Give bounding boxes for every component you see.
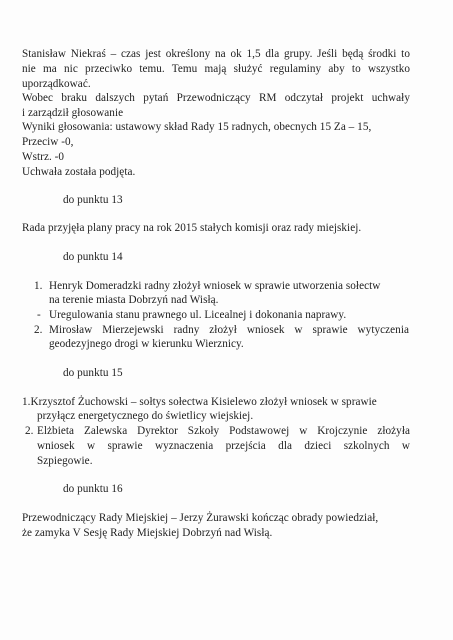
intro-line-2: nie ma nic przeciwko temu. Temu mają służyć regulaminy aby to wszystko [22, 63, 410, 75]
intro-line-6: Wyniki głosowania: ustawowy skład Rady 15 radnych, obecnych 15 Za – 15, [22, 121, 372, 133]
point15-item2-line1: Elżbieta Zalewska Dyrektor Szkoły Podstawowej w Krojczynie złożyła [37, 425, 410, 437]
point14-item3-line1: Mirosław Mierzejewski radny złożył wniosek w sprawie wytyczenia [49, 324, 409, 336]
point14-item3-marker: 2. [34, 324, 43, 336]
point14-item1-line2: na terenie miasta Dobrzyń nad Wisłą. [49, 294, 219, 306]
point15-item1-line2: przyłącz energetycznego do świetlicy wiejskiej. [37, 410, 254, 422]
point15-heading: do punktu 15 [63, 367, 123, 379]
intro-line-9: Uchwała została podjęta. [22, 166, 136, 178]
point15-item1-line1: 1.Krzysztof Żuchowski – sołtys sołectwa Kisielewo złożył wniosek w sprawie [22, 396, 377, 408]
point16-heading: do punktu 16 [63, 483, 123, 495]
intro-line-7: Przeciw -0, [22, 136, 74, 148]
point14-item2-marker: - [37, 309, 41, 321]
point14-item2-line1: Uregulowania stanu prawnego ul. Licealnej i dokonania naprawy. [49, 309, 347, 321]
intro-line-4: Wobec braku dalszych pytań Przewodniczący RM odczytał projekt uchwały [22, 92, 410, 104]
point14-heading: do punktu 14 [63, 251, 123, 263]
point13-text: Rada przyjęła plany pracy na rok 2015 stałych komisji oraz rady miejskiej. [22, 222, 362, 234]
intro-line-3: uporządkować. [22, 78, 91, 90]
point16-line1: Przewodniczący Rady Miejskiej – Jerzy Żurawski kończąc obrady powiedział, [22, 512, 379, 524]
intro-line-1: Stanisław Niekraś – czas jest określony na ok 1,5 dla grupy. Jeśli będą środki to [22, 48, 410, 60]
intro-line-5: i zarządził głosowanie [22, 107, 124, 119]
point16-line2: że zamyka V Sesję Rady Miejskiej Dobrzyń nad Wisłą. [22, 527, 273, 539]
point14-item1-line1: Henryk Domeradzki radny złożył wniosek w sprawie utworzenia sołectw [49, 280, 381, 292]
point15-item2-line2: wniosek w sprawie wyznaczenia przejścia dla dzieci szkolnych w [37, 440, 410, 452]
point14-item3-line2: geodezyjnego drogi w kierunku Wierznicy. [49, 338, 244, 350]
point14-item1-marker: 1. [34, 280, 43, 292]
point13-heading: do punktu 13 [63, 194, 123, 206]
intro-line-8: Wstrz. -0 [22, 151, 65, 163]
point15-item2-marker: 2. [25, 425, 34, 437]
point15-item2-line3: Szpiegowie. [37, 455, 93, 467]
